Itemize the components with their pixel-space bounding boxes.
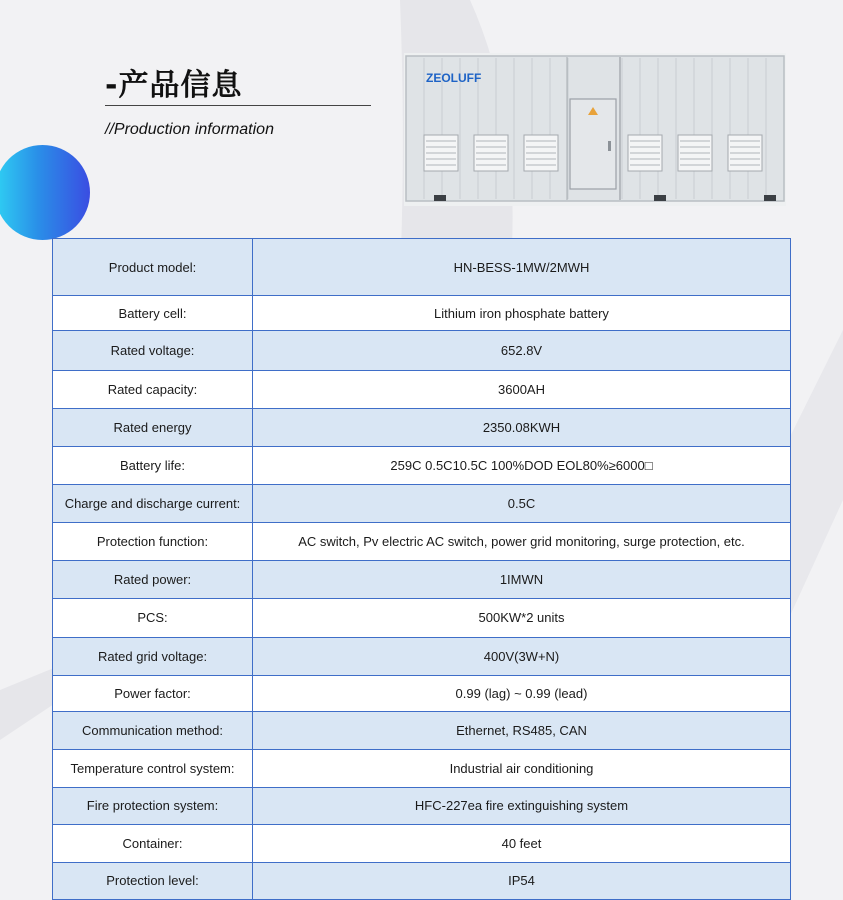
spec-label: Rated energy [53,409,253,447]
spec-label: Battery cell: [53,296,253,331]
spec-row [53,749,791,787]
spec-row [53,239,791,296]
spec-row [53,561,791,599]
spec-value: 259C 0.5C10.5C 100%DOD EOL80%≥6000□ [253,447,791,485]
spec-row [53,824,791,862]
spec-row [53,711,791,749]
spec-label: Rated voltage: [53,331,253,371]
spec-label: Battery life: [53,447,253,485]
spec-value: Lithium iron phosphate battery [253,296,791,331]
spec-value: IP54 [253,862,791,899]
spec-label: Communication method: [53,711,253,749]
spec-value: 0.99 (lag) ~ 0.99 (lead) [253,675,791,711]
spec-row [53,599,791,637]
spec-value: 3600AH [253,371,791,409]
spec-row [53,637,791,675]
spec-value: 652.8V [253,331,791,371]
container-product-image [404,53,786,206]
spec-value: 0.5C [253,485,791,523]
spec-label: PCS: [53,599,253,637]
spec-label: Protection function: [53,523,253,561]
spec-value: 400V(3W+N) [253,637,791,675]
spec-label: Product model: [53,239,253,296]
spec-value: AC switch, Pv electric AC switch, power grid monitoring, surge protection, etc. [253,523,791,561]
spec-value: 2350.08KWH [253,409,791,447]
spec-value: Industrial air conditioning [253,749,791,787]
spec-table [52,238,791,900]
spec-value: 500KW*2 units [253,599,791,637]
spec-label: Power factor: [53,675,253,711]
spec-value: HFC-227ea fire extinguishing system [253,787,791,824]
spec-value: HN-BESS-1MW/2MWH [253,239,791,296]
spec-row [53,675,791,711]
spec-row [53,485,791,523]
spec-label: Charge and discharge current: [53,485,253,523]
spec-label: Container: [53,824,253,862]
spec-label: Fire protection system: [53,787,253,824]
spec-label: Rated grid voltage: [53,637,253,675]
spec-label: Protection level: [53,862,253,899]
spec-label: Rated capacity: [53,371,253,409]
spec-value: Ethernet, RS485, CAN [253,711,791,749]
title-divider [105,105,371,106]
spec-row [53,787,791,824]
brand-logo: ZEOLUFF [426,71,482,85]
spec-value: 40 feet [253,824,791,862]
spec-value: 1IMWN [253,561,791,599]
spec-row [53,447,791,485]
page-title: -产品信息 [105,68,243,103]
spec-row [53,331,791,371]
spec-row [53,862,791,899]
spec-row [53,409,791,447]
spec-label: Rated power: [53,561,253,599]
spec-label: Temperature control system: [53,749,253,787]
spec-row [53,523,791,561]
spec-row [53,371,791,409]
page-subtitle: //Production information [105,121,274,138]
spec-row [53,296,791,331]
spec-table-body [53,239,791,900]
